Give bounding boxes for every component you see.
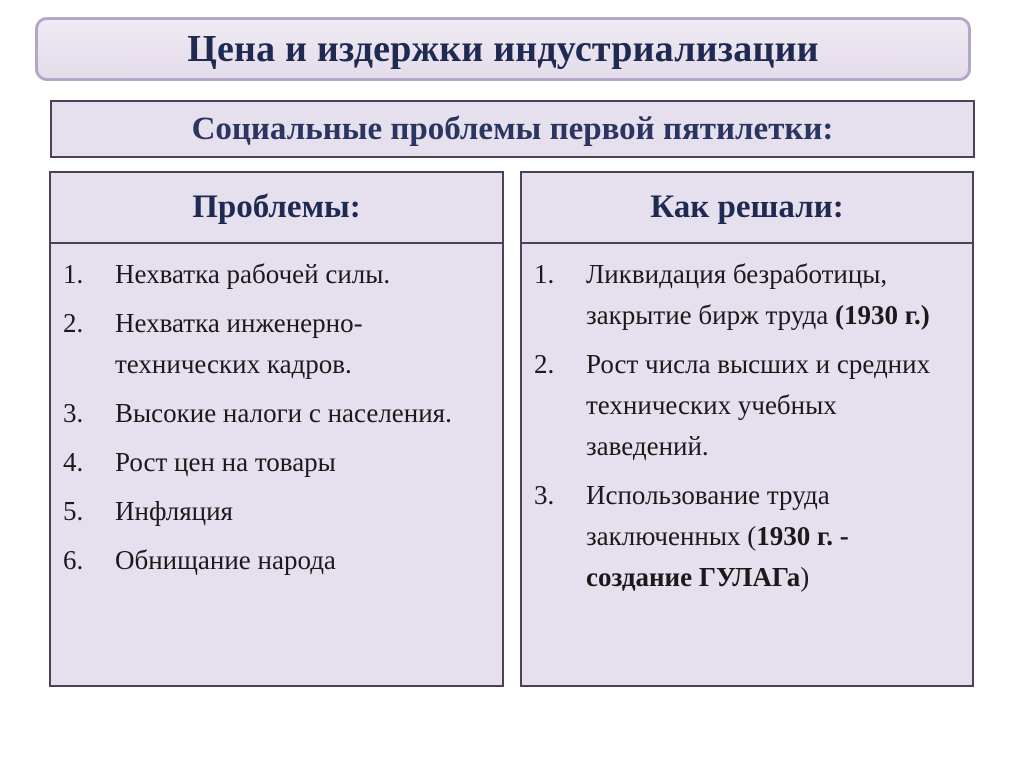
slide-subtitle: Социальные проблемы первой пятилетки: — [191, 110, 834, 147]
list-item — [61, 442, 480, 483]
problems-list — [51, 244, 502, 581]
list-item — [61, 393, 480, 434]
item-text: Инфляция — [115, 496, 233, 526]
item-number: 6. — [63, 545, 84, 575]
item-number: 1. — [534, 259, 555, 289]
list-item — [61, 491, 480, 532]
list-item — [61, 540, 480, 581]
item-text-bold: (1930 г.) — [835, 300, 930, 330]
item-text — [586, 254, 950, 336]
item-number: 5. — [63, 496, 84, 526]
item-number: 1. — [63, 259, 84, 289]
item-number: 2. — [63, 308, 84, 338]
item-text-plain: Ликвидация безработицы, закрытие бирж труда — [586, 259, 888, 330]
problems-header: Проблемы: — [51, 173, 502, 244]
item-text — [586, 475, 950, 598]
solutions-header: Как решали: — [522, 173, 972, 244]
item-text-plain: Рост числа высших и средних технических учебных заведений. — [586, 349, 931, 461]
solutions-column — [520, 171, 974, 687]
title-box — [35, 17, 971, 81]
item-text: Обнищание народа — [115, 545, 336, 575]
solutions-list — [522, 244, 972, 598]
item-text-plain: Использование труда заключенных ( — [586, 480, 830, 551]
list-item — [532, 475, 950, 598]
item-number: 4. — [63, 447, 84, 477]
item-text — [586, 344, 950, 467]
item-text-after: ) — [800, 562, 810, 592]
subtitle-box — [50, 100, 975, 158]
list-item — [61, 303, 480, 385]
list-item — [532, 344, 950, 467]
item-text: Нехватка рабочей силы. — [115, 259, 391, 289]
item-text: Высокие налоги с населения. — [115, 398, 452, 428]
slide-title: Цена и издержки индустриализации — [187, 28, 819, 70]
list-item — [61, 254, 480, 295]
list-item — [532, 254, 950, 336]
item-text: Рост цен на товары — [115, 447, 336, 477]
item-number: 3. — [63, 398, 84, 428]
item-text-bold: 1930 г. - создание ГУЛАГа — [586, 521, 849, 592]
item-number: 2. — [534, 349, 555, 379]
problems-column — [49, 171, 504, 687]
item-text: Нехватка инженерно-технических кадров. — [115, 308, 363, 379]
item-number: 3. — [534, 480, 555, 510]
